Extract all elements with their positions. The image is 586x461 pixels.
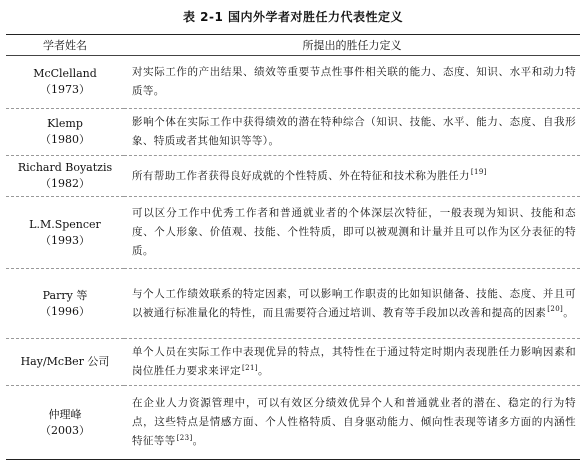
table-header-row (6, 35, 580, 56)
scholar-cell (6, 56, 124, 109)
scholar-cell (6, 109, 124, 156)
scholar-cell (6, 269, 124, 339)
scholar-name: Hay/McBer 公司 (20, 355, 110, 368)
definition-text: 所有帮助工作者获得良好成就的个性特质、外在特征和技术称为胜任力 (132, 169, 470, 182)
definition-cell (124, 339, 580, 386)
scholar-name: McClelland (33, 67, 97, 80)
citation-ref: [23] (176, 433, 193, 442)
scholar-cell (6, 197, 124, 269)
table-row (6, 386, 580, 460)
definition-end-punct: 。 (257, 365, 269, 377)
table-row (6, 197, 580, 269)
definition-cell (124, 269, 580, 339)
header-scholar-name: 学者姓名 (6, 35, 124, 56)
definition-end-punct: 。 (192, 435, 204, 447)
scholar-name: 仲理峰 (48, 407, 82, 421)
scholar-year: （1982） (40, 177, 90, 190)
scholar-name: Parry 等 (42, 288, 88, 302)
definition-text: 与个人工作绩效联系的特定因素，可以影响工作职责的比如知识储备、技能、态度、并且可以被通行标准量化的特性，而且需要符合通过培训、教育等手段加以改善和提高的因素 (132, 287, 576, 319)
citation-ref: [20] (547, 305, 564, 313)
scholar-cell (6, 339, 124, 386)
table-row (6, 109, 580, 156)
table-row (6, 339, 580, 386)
citation-ref: [19] (470, 168, 487, 176)
scholar-name: L.M.Spencer (29, 217, 101, 231)
scholar-cell (6, 156, 124, 197)
table-row (6, 156, 580, 197)
definition-cell (124, 109, 580, 156)
scholar-year: （1980） (40, 133, 90, 146)
definition-text: 可以区分工作中优秀工作者和普通就业者的个体深层次特征，一般表现为知识、技能和态度、个人形象、价值观、技能、个性特质，即可以被观测和计量并且可以作为区分表征的特质。 (132, 207, 576, 257)
scholar-year: （1993） (40, 233, 90, 247)
scholar-name: Richard Boyatzis (17, 161, 113, 174)
scholar-name: Klemp (47, 117, 83, 130)
scholar-cell (6, 386, 124, 460)
definition-end-punct: 。 (563, 306, 575, 319)
definition-cell (124, 197, 580, 269)
scholar-year: （2003） (40, 423, 90, 437)
definition-cell (124, 56, 580, 109)
definition-cell (124, 386, 580, 460)
header-definition: 所提出的胜任力定义 (124, 35, 580, 56)
definition-text: 在企业人力资源管理中，可以有效区分绩效优异个人和普通就业者的潜在、稳定的行为特点，这些特点是情感方面、个人性格特质、自身驱动能力、倾向性表现等诸多方面的内涵性特征等等 (132, 397, 576, 447)
definition-text: 影响个体在实际工作中获得绩效的潜在特种综合（知识、技能、水平、能力、态度、自我形象、特质或者其他知识等等）。 (132, 116, 576, 147)
definition-text: 对实际工作的产出结果、绩效等重要节点性事件相关联的能力、态度、知识、水平和动力特质等。 (132, 66, 576, 97)
definition-text: 单个人员在实际工作中表现优异的特点，其特性在于通过特定时期内表现胜任力影响因素和岗位胜任力要求来评定 (132, 346, 576, 377)
table-row (6, 269, 580, 339)
definition-cell (124, 156, 580, 197)
scholar-year: （1973） (40, 83, 90, 96)
table-row (6, 56, 580, 109)
table-caption: 表 2-1 国内外学者对胜任力代表性定义 (182, 10, 404, 24)
scholar-year: （1996） (40, 304, 90, 318)
citation-ref: [21] (242, 363, 258, 372)
competency-definition-table (6, 34, 580, 460)
